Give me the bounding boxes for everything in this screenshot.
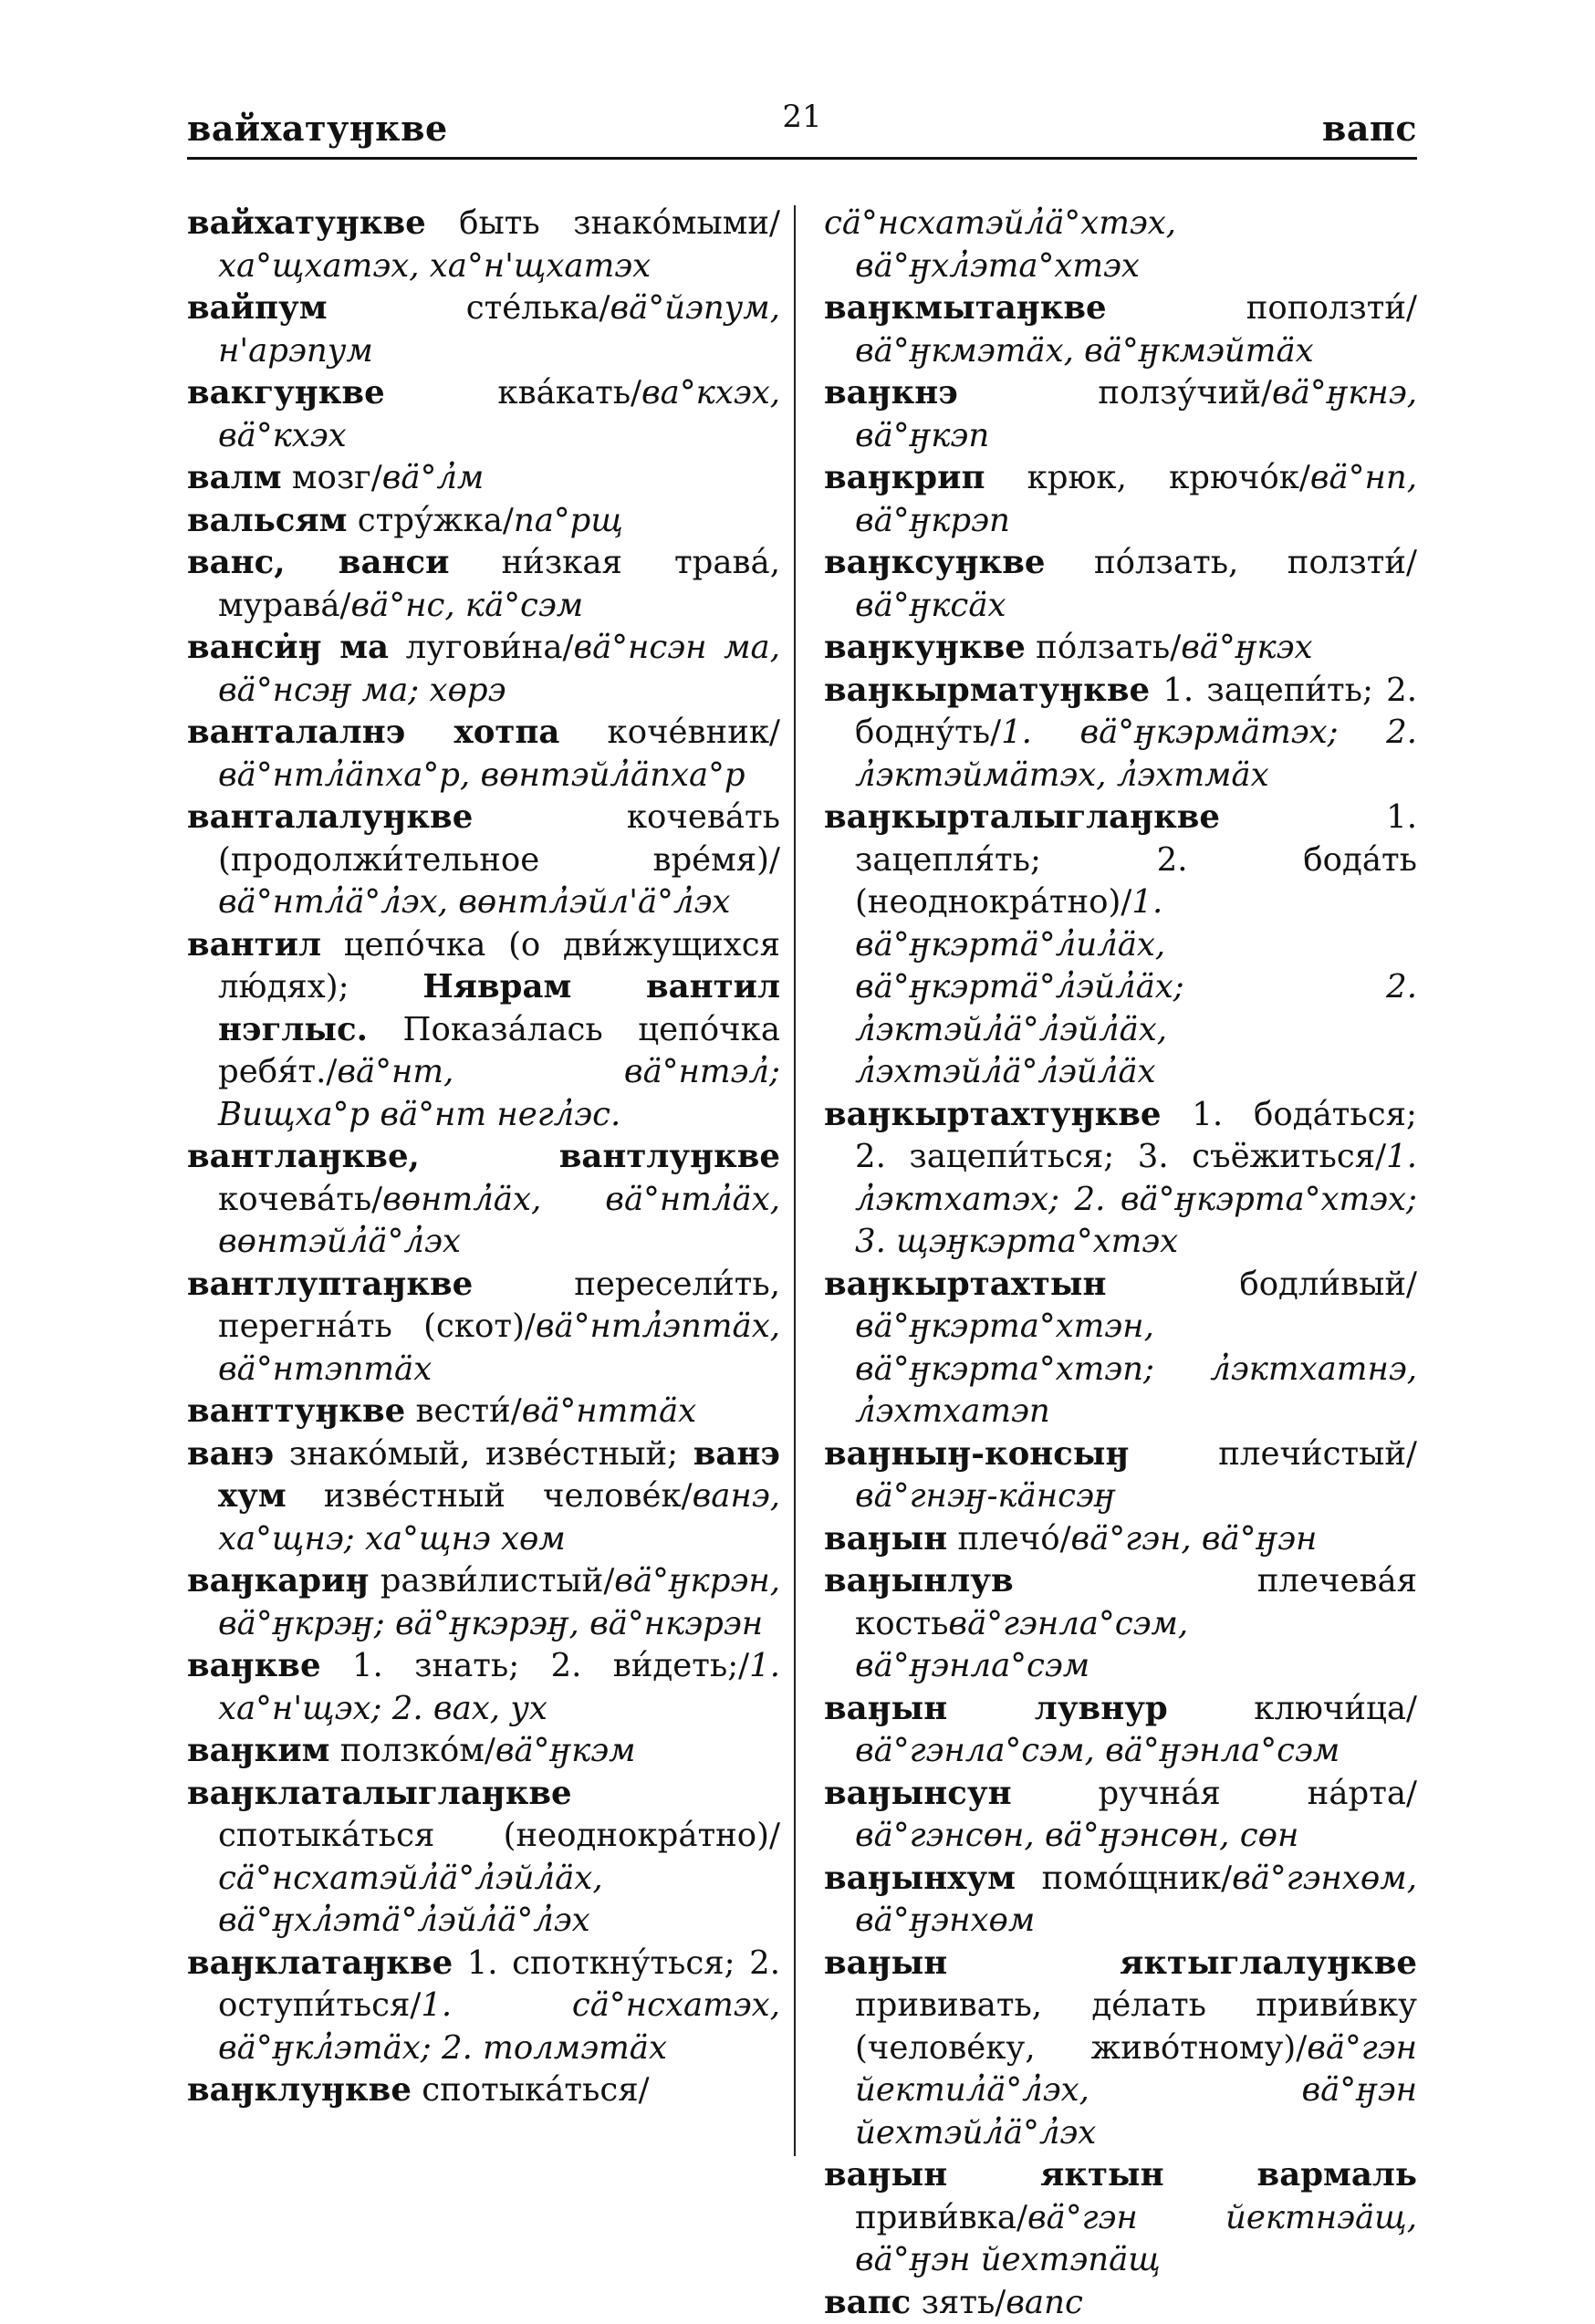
entry-definition: зять/ [911,2284,1006,2321]
dictionary-entry [187,457,780,500]
entry-definition: 1. бода́ться; 2. зацепи́ться; 3. съёжиться/ [855,1096,1417,1176]
entry-translation: вӓ°ӈкнэ, вӓ°ӈкэп [855,374,1417,454]
entry-translation: вӓ°ӈкэх [1181,629,1312,666]
entry-definition: ползко́м/ [329,1732,495,1769]
entry-translation: вӓ°нсэн ма, вӓ°нсэӈ ма; хөрэ [218,629,780,709]
entry-definition: 1. споткну́ться; 2. оступи́ться/ [218,1944,780,2025]
entry-translation: па°рщ [514,502,623,539]
entry-definition: ни́зкая трава́, мурава́/ [218,544,780,624]
entry-translation: вӓ°нтл̓эптӓх, вӓ°нтэптӓх [218,1308,780,1388]
example-phrase: ванэ хум [218,1435,780,1516]
entry-headword: ванталалуӈкве [187,798,473,836]
entry-definition: ползу́чий/ [958,374,1272,412]
entry-translation: 1. вӓ°ӈкэртӓ°л̓ил̓ӓх, вӓ°ӈкэртӓ°л̓эйл̓ӓх; 2. л̓эктэйл̓ӓ°л̓эйл̓ӓх, л̓эхтэйл̓ӓ°л̓эйл̓ӓх [855,883,1417,1090]
dictionary-entry [824,1560,1417,1688]
entry-translation: вӓ°ӈкэрта°хтэн, вӓ°ӈкэрта°хтэп; л̓эктхатнэ, л̓эхтхатэп [855,1308,1417,1430]
entry-definition: 1. зацепля́ть; 2. бода́ть (неоднокра́тно)/ [855,798,1417,921]
entry-translation: вӓ°л̓м [382,459,485,496]
entry-definition: помо́щник/ [1016,1860,1232,1897]
entry-translation: вӓ°гэнла°сэм, вӓ°ӈэнла°сэм [855,1605,1188,1685]
dictionary-entry [187,627,780,712]
entry-translation: вӓ°нт, вӓ°нтэл̓; Вищха°р вӓ°нт негл̓эс. [218,1053,780,1133]
entry-translation: вӓ°ӈксӓх [855,587,1006,624]
entry-definition: быть знако́мыми/ [426,204,780,242]
entry-headword: валм [187,459,282,496]
dictionary-entry [824,457,1417,542]
entry-definition: 1. знать; 2. ви́деть;/ [321,1647,750,1684]
entry-translation: вӓ°ӈкэм [495,1732,636,1769]
dictionary-entry [824,1773,1417,1858]
dictionary-entry [824,627,1417,670]
entry-translation: ва°кхэх, вӓ°кхэх [218,374,780,454]
entry-headword: вайпум [187,289,328,327]
entry-definition: коче́вник/ [559,714,780,751]
entry-translation: сӓ°нсхатэйл̓ӓ°хтэх, вӓ°ӈхл̓эта°хтэх [824,204,1176,285]
dictionary-entry [187,1730,780,1773]
entry-definition: плечева́я кость [855,1562,1417,1642]
entry-headword: ваӈын яктыглалуӈкве [824,1944,1417,1982]
dictionary-entry [824,1264,1417,1433]
entry-headword: ваӈклатаӈкве [187,1944,453,1982]
entry-definition: стру́жка/ [347,502,513,539]
column-divider [794,205,796,2156]
dictionary-entry [824,287,1417,372]
entry-translation: 1. ха°н'щэх; 2. вах, ух [218,1647,780,1727]
entry-translation: вӓ°гэн йектнэӓщ, вӓ°ӈэн йехтэпӓщ [855,2199,1417,2279]
right-column [824,203,1417,2324]
entry-translation: 1. сӓ°нсхатэх, вӓ°ӈкл̓этӓх; 2. толмэтӓх [218,1986,780,2067]
entry-definition: по́лзать, ползти́/ [1046,544,1417,581]
example-phrase: Няврам вантил нэглыс. [218,968,780,1048]
entry-headword: ваӈкариӈ [187,1562,369,1600]
entry-definition: цепо́чка (о дви́жущихся лю́дях); [218,926,780,1006]
entry-translation: 1. л̓эктхатэх; 2. вӓ°ӈкэрта°хтэх; 3. щэӈкэрта°хтэх [855,1138,1417,1260]
entry-headword: ваӈкыртахтуӈкве [824,1096,1161,1133]
entry-headword: ваӈынсун [824,1775,1012,1812]
dictionary-entry [187,203,780,287]
entry-definition: кочева́ть/ [218,1181,382,1218]
dictionary-entry [824,372,1417,457]
entry-headword: ваӈкуӈкве [824,629,1026,666]
entry-headword: ваӈкыртахтын [824,1266,1106,1303]
entry-translation: вӓ°нп, вӓ°ӈкрэп [855,459,1417,539]
entry-translation: вӓ°гнэӈ-кӓнсэӈ [855,1477,1116,1515]
entry-headword: ваӈклаталыглаӈкве [187,1775,572,1812]
entry-definition: ква́кать/ [385,374,641,412]
dictionary-entry [187,924,780,1137]
example-translation: изве́стный челове́к/ [287,1477,693,1515]
dictionary-entry [187,1391,780,1433]
entry-definition: спотыка́ться (неоднокра́тно)/ [218,1817,780,1854]
entry-headword: ваӈксуӈкве [824,544,1046,581]
entry-headword: ванси̇ӈ ма [187,629,389,666]
dictionary-entry [824,1943,1417,2155]
dictionary-entry [824,542,1417,627]
entry-translation: вөнтл̓ӓх, вӓ°нтл̓ӓх, вөнтэйл̓ӓ°л̓эх [218,1181,780,1261]
entry-headword: ванталалнэ хотпа [187,714,559,751]
entry-definition: вести́/ [405,1392,521,1430]
dictionary-entry [187,287,780,372]
entry-translation: вӓ°нс, кӓ°сэм [351,587,584,624]
entry-headword: ванс, ванси [187,544,449,581]
entry-definition: мозг/ [282,459,382,496]
entry-headword: ваӈкмытаӈкве [824,289,1107,327]
entry-headword: ваӈын яктын вармаль [824,2156,1417,2194]
dictionary-entry [187,1264,780,1391]
entry-headword: ваӈынлув [824,1562,1014,1600]
entry-headword: вальсям [187,502,347,539]
entry-translation: вӓ°йэпум, н'арэпум [218,289,780,370]
entry-translation: вӓ°нтл̓ӓ°л̓эх, вөнтл̓эйл'ӓ°л̓эх [218,883,730,921]
entry-headword: ваӈким [187,1732,329,1769]
dictionary-entry [187,1136,780,1264]
entry-definition: 1. зацепи́ть; 2. бодну́ть/ [855,672,1417,752]
entry-headword: ванэ [187,1435,274,1473]
dictionary-entry [187,500,780,543]
entry-translation: вӓ°гэн йектил̓ӓ°л̓эх, вӓ°ӈэн йехтэйл̓ӓ°л̓эх [855,2029,1417,2152]
left-column [187,203,780,2112]
header-rule [187,157,1417,160]
dictionary-entry [187,1943,780,2070]
entry-definition: пересели́ть, перегна́ть (скот)/ [218,1266,780,1346]
entry-definition: спотыка́ться/ [412,2071,650,2109]
dictionary-entry [824,1433,1417,1518]
entry-definition: поползти́/ [1107,289,1417,327]
example-translation: Показа́лась цепо́чка ребя́т./ [218,1011,780,1091]
dictionary-entry [824,1094,1417,1264]
entry-definition: плечи́стый/ [1129,1435,1417,1473]
entry-translation: вӓ°нттӓх [522,1392,696,1430]
entry-headword: ваӈын [824,1520,947,1558]
dictionary-entry [824,797,1417,1094]
entry-definition: плечо́/ [947,1520,1070,1558]
entry-definition: ключи́ца/ [1168,1690,1417,1727]
dictionary-entry [187,542,780,627]
entry-headword: ваӈклуӈкве [187,2071,412,2109]
entry-translation: вӓ°нтл̓ӓпха°р, вөнтэйл̓ӓпха°р [218,756,745,794]
entry-definition: лугови́на/ [389,629,573,666]
entry-translation: ванэ, ха°щнэ; ха°щнэ хөм [218,1477,780,1558]
entry-translation: вӓ°гэнсөн, вӓ°ӈэнсөн, сөн [855,1817,1298,1854]
entry-headword: вантил [187,926,321,964]
dictionary-entry [824,670,1417,797]
entry-translation: ха°щхатэх, ха°н'щхатэх [218,247,651,285]
entry-definition: знако́мый, изве́стный; [274,1435,693,1473]
entry-translation: вӓ°ӈкрэн, вӓ°ӈкрэӈ; вӓ°ӈкэрэӈ, вӓ°нкэрэн [218,1562,780,1642]
entry-headword: ванттуӈкве [187,1392,405,1430]
entry-definition: разви́листый/ [369,1562,614,1600]
running-head-left: вайхатуӈкве [187,108,448,149]
entry-translation: вӓ°ӈкмэтӓх, вӓ°ӈкмэйтӓх [855,332,1314,370]
entry-headword: вакгуӈкве [187,374,385,412]
dictionary-entry [187,1560,780,1645]
entry-translation: вӓ°гэн, вӓ°ӈэн [1071,1520,1318,1558]
page-header [187,99,1417,157]
dictionary-entry [824,1858,1417,1943]
dictionary-entry [187,1433,780,1561]
running-head-right: вапс [1322,108,1417,149]
entry-translation: вӓ°гэнхөм, вӓ°ӈэнхөм [855,1860,1417,1940]
entry-translation: вӓ°гэнла°сэм, вӓ°ӈэнла°сэм [855,1732,1340,1769]
dictionary-entry [824,203,1417,287]
entry-definition: крюк, крючо́к/ [985,459,1309,496]
page-number: 21 [187,99,1417,135]
entry-headword: ваӈкве [187,1647,321,1684]
entry-headword: вайхатуӈкве [187,204,426,242]
dictionary-entry [187,712,780,797]
entry-translation: 1. вӓ°ӈкэрмӓтэх; 2. л̓эктэймӓтэх, л̓эхтмӓх [855,714,1417,794]
entry-headword: вантлаӈкве, вантлуӈкве [187,1138,780,1175]
dictionary-entry [824,1688,1417,1773]
entry-definition: бодли́вый/ [1106,1266,1417,1303]
dictionary-entry [187,797,780,924]
entry-headword: ваӈкырталыглаӈкве [824,798,1220,836]
dictionary-entry [187,372,780,457]
entry-headword: ваӈкнэ [824,374,958,412]
entry-definition: по́лзать/ [1026,629,1181,666]
entry-headword: ваӈныӈ-консыӈ [824,1435,1129,1473]
dictionary-entry [187,1645,780,1730]
entry-translation: вапс [1006,2284,1083,2321]
entry-headword: вапс [824,2284,911,2321]
entry-definition: приви́вка/ [855,2199,1027,2236]
entry-definition: прививать, де́лать приви́вку (челове́ку, живо́тному)/ [855,1986,1417,2067]
entry-headword: ваӈкырматуӈкве [824,672,1150,709]
entry-definition: ручна́я на́рта/ [1012,1775,1417,1812]
dictionary-entry [187,1773,780,1943]
entry-headword: ваӈкрип [824,459,985,496]
entry-definition: кочева́ть (продолжи́тельное вре́мя)/ [218,798,780,879]
entry-headword: вантлуптаӈкве [187,1266,473,1303]
dictionary-entry [187,2069,780,2112]
entry-definition: сте́лька/ [328,289,610,327]
entry-translation: сӓ°нсхатэйл̓ӓ°л̓эйл̓ӓх, вӓ°ӈхл̓этӓ°л̓эйл̓ӓ°л̓эх [218,1860,603,1940]
dictionary-entry [824,2282,1417,2324]
dictionary-entry [824,1518,1417,1561]
entry-headword: ваӈынхум [824,1860,1016,1897]
entry-headword: ваӈын лувнур [824,1690,1168,1727]
